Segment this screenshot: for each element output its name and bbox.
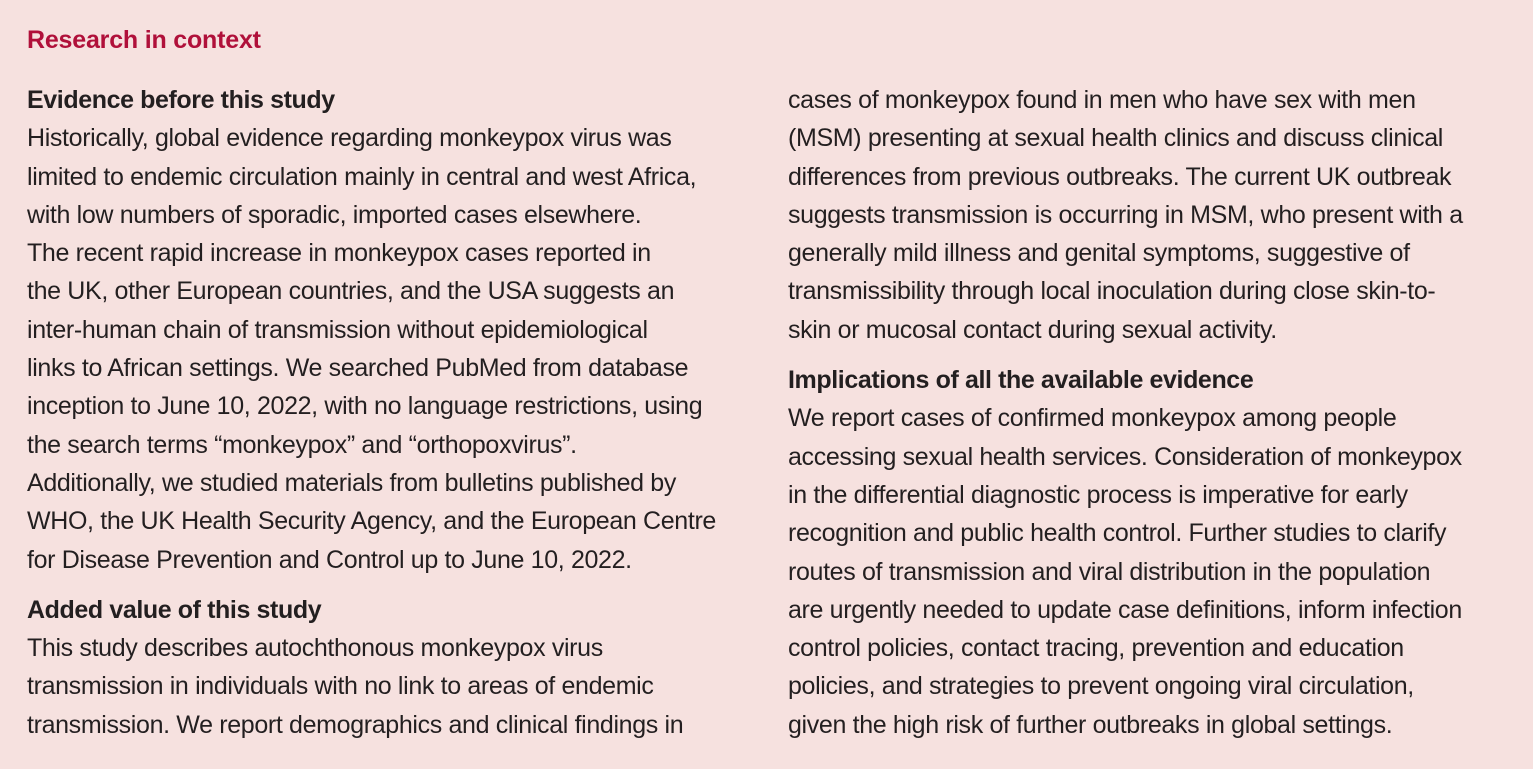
left-column: [27, 81, 762, 744]
section-implications: [788, 361, 1523, 744]
body-line: the UK, other European countries, and the USA suggests an: [27, 277, 675, 306]
body-line: transmissibility through local inoculation during close skin-to-: [788, 277, 1436, 306]
body-line: routes of transmission and viral distribution in the population: [788, 557, 1431, 586]
section-gap: [27, 579, 762, 591]
right-column: [788, 81, 1523, 744]
section-evidence-before: [27, 81, 762, 579]
body-line: accessing sexual health services. Consideration of monkeypox: [788, 442, 1462, 471]
body-line: recognition and public health control. Further studies to clarify: [788, 519, 1447, 548]
section-gap: [788, 349, 1523, 361]
section-heading: Evidence before this study: [27, 86, 335, 114]
body-line: cases of monkeypox found in men who have sex with men: [788, 86, 1416, 114]
section-added-value-continued: [788, 81, 1523, 349]
body-line: WHO, the UK Health Security Agency, and the European Centre: [27, 507, 716, 536]
body-line: suggests transmission is occurring in MSM, who present with a: [788, 200, 1463, 229]
body-line: inception to June 10, 2022, with no language restrictions, using: [27, 392, 703, 421]
body-line: The recent rapid increase in monkeypox cases reported in: [27, 239, 651, 268]
body-line: limited to endemic circulation mainly in central and west Africa,: [27, 162, 697, 191]
section-added-value: [27, 591, 762, 744]
body-line: are urgently needed to update case definitions, inform infection: [788, 595, 1462, 624]
body-line: with low numbers of sporadic, imported cases elsewhere.: [27, 200, 642, 229]
body-line: This study describes autochthonous monkeypox virus: [27, 634, 603, 663]
body-line: differences from previous outbreaks. The current UK outbreak: [788, 162, 1452, 191]
body-line: transmission. We report demographics and clinical findings in: [27, 710, 684, 739]
body-line: (MSM) presenting at sexual health clinics and discuss clinical: [788, 124, 1443, 153]
section-heading: Implications of all the available evidence: [788, 366, 1254, 395]
body-line: generally mild illness and genital symptoms, suggestive of: [788, 239, 1410, 268]
panel-title: Research in context: [27, 26, 261, 54]
body-line: the search terms “monkeypox” and “orthopoxvirus”.: [27, 430, 577, 459]
body-line: We report cases of confirmed monkeypox among people: [788, 404, 1397, 433]
body-line: skin or mucosal contact during sexual activity.: [788, 315, 1277, 344]
body-line: given the high risk of further outbreaks in global settings.: [788, 710, 1393, 739]
body-line: in the differential diagnostic process is imperative for early: [788, 480, 1408, 509]
section-heading: Added value of this study: [27, 595, 322, 624]
body-line: Additionally, we studied materials from bulletins published by: [27, 468, 677, 497]
body-line: for Disease Prevention and Control up to June 10, 2022.: [27, 545, 632, 574]
body-line: policies, and strategies to prevent ongoing viral circulation,: [788, 672, 1414, 701]
body-line: control policies, contact tracing, prevention and education: [788, 634, 1404, 663]
body-line: inter-human chain of transmission without epidemiological: [27, 315, 648, 344]
body-line: Historically, global evidence regarding monkeypox virus was: [27, 124, 672, 153]
body-line: links to African settings. We searched PubMed from database: [27, 354, 689, 383]
body-line: transmission in individuals with no link to areas of endemic: [27, 672, 654, 701]
